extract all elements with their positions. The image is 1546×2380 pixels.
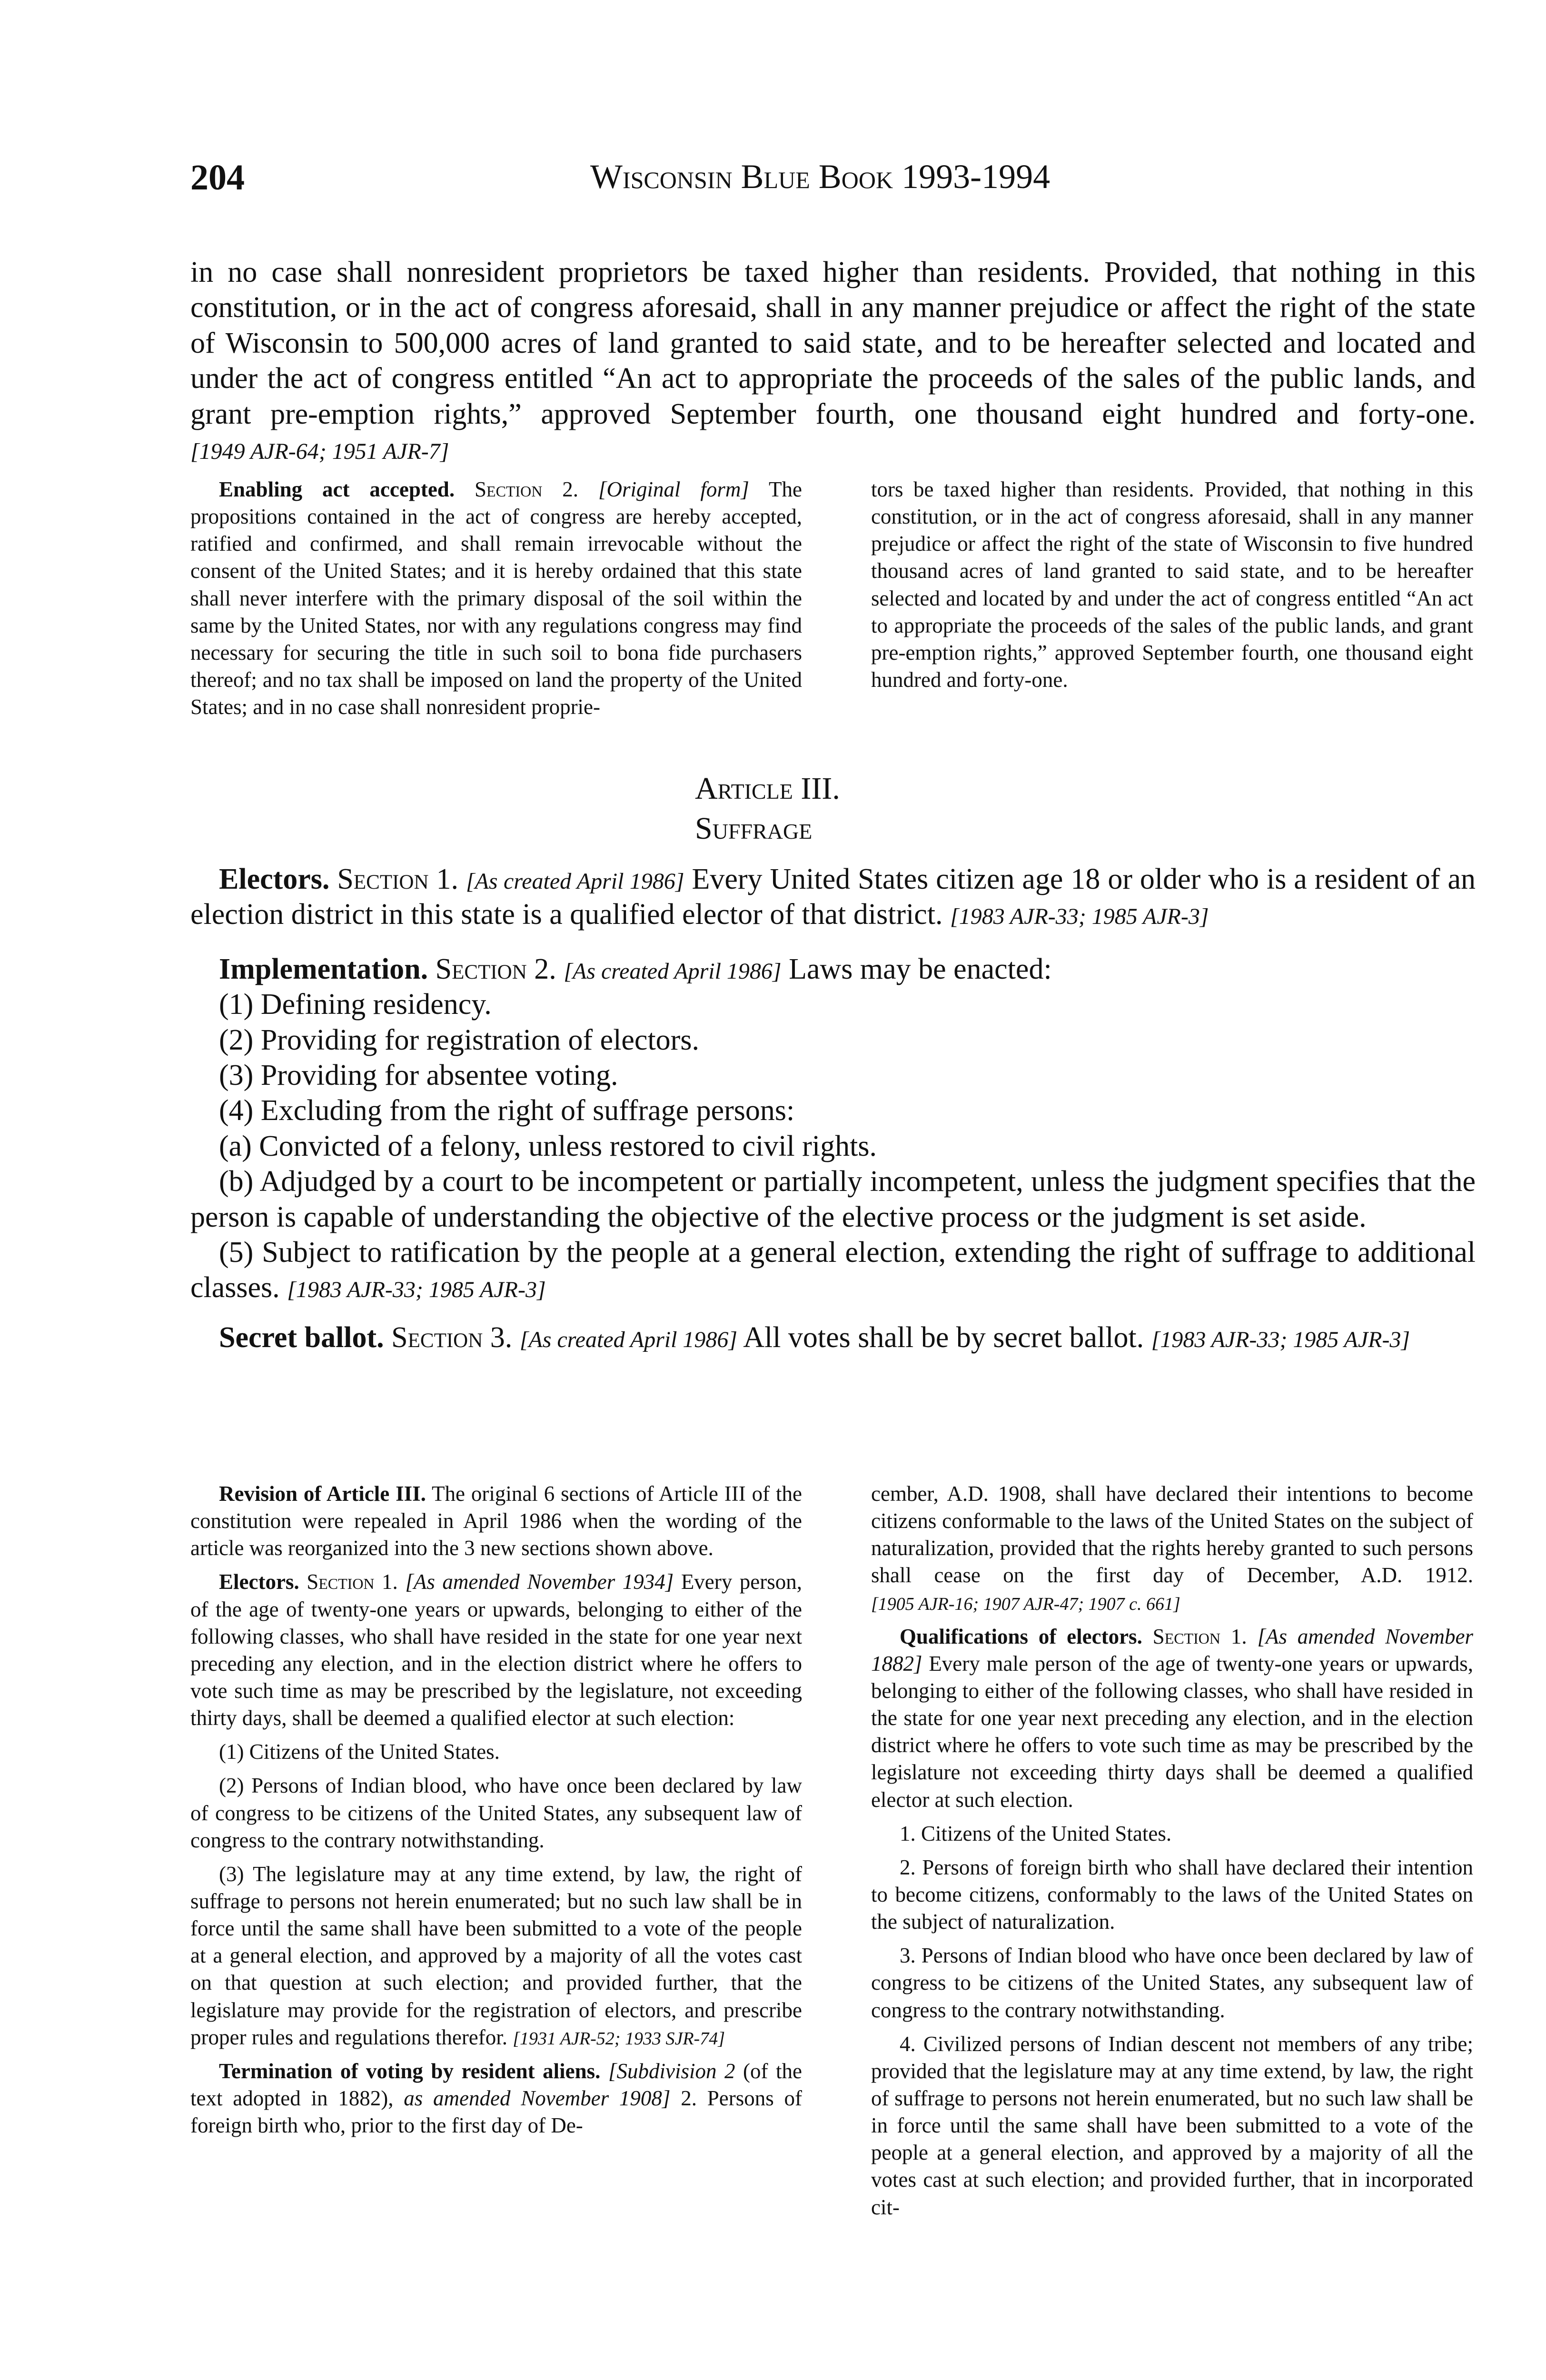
section-note: [As amended November 1882]	[871, 1624, 1474, 1676]
section-number: Section 3.	[391, 1321, 513, 1354]
revision-note	[190, 1480, 802, 1562]
citation: [1949 AJR-64; 1951 AJR-7]	[190, 438, 449, 464]
section-number: Section 1.	[307, 1570, 398, 1594]
citation: [1983 AJR-33; 1985 AJR-3]	[950, 904, 1209, 930]
body-text: tors be taxed higher than residents. Provided, that nothing in this constitution, or in the act of congress aforesaid, shall in any manner prejudice or affect the right of the state of Wisconsin to five hundred thousand acres of land granted to said state, and to be hereafter selected and located by and under the act of congress entitled “An act to appropriate the proceeds of the sales of the public lands, and grant pre-emption rights,” approved September fourth, one thousand eight hundred and forty-one.	[871, 477, 1473, 692]
termination-continued	[871, 1480, 1473, 1616]
body-text: The propositions contained in the act of congress are hereby accepted, ratified and confirmed, and shall remain irrevocable without the consent of the United States; and it is hereby ordained that this state shall never interfere with the primary disposal of the soil within the same by the United States, nor with any regulations congress may find necessary for securing the title in such soil to bona fide purchasers thereof; and no tax shall be imposed on land the property of the United States; and in no case shall nonresident proprie-	[190, 477, 803, 719]
enabling-act-right-column	[871, 476, 1473, 694]
section-note: [As created April 1986]	[466, 869, 684, 894]
section-number: Section 1.	[337, 863, 458, 895]
list-item: 1. Citizens of the United States.	[900, 1821, 1172, 1845]
continued-section-text	[190, 255, 1476, 467]
list-item: 2. Persons of foreign birth who shall have declared their intention to become citizens, conformably to the laws of the United States on the subject of naturalization.	[871, 1855, 1473, 1934]
body-text: 2. Persons of foreign birth who, prior to the first day of De-	[190, 2086, 802, 2138]
list-item-with-citation	[190, 1861, 802, 2051]
list-item: (3) The legislature may at any time extend, by law, the right of suffrage to persons not herein enumerated; but no such law shall be in force until the same shall have been submitted to a vote of the people at a general election, and approved by a majority of all the votes cast on that question at such election; and provided further, that the legislature may provide for the registration of electors, and prescribe proper rules and regulations therefor.	[190, 1862, 802, 2049]
electors-section	[190, 862, 1476, 932]
section-note: (of the text adopted in 1882),	[190, 2059, 803, 2110]
body-text: The original 6 sections of Article III of the constitution were repealed in April 1986 when the wording of the article was reorganized into the 3 new sections shown above.	[190, 1482, 802, 1560]
section-note: [As created April 1986]	[519, 1327, 738, 1352]
list-item: (a) Convicted of a felony, unless restored to civil rights.	[219, 1130, 877, 1162]
termination-section	[190, 2058, 802, 2139]
list-item: (2) Providing for registration of electors.	[219, 1023, 699, 1056]
body-text: cember, A.D. 1908, shall have declared their intentions to become citizens conformable to the laws of the United States on the subject of naturalization, provided that the rights hereby granted to such persons shall cease on the first day of December, A.D. 1912.	[871, 1482, 1473, 1587]
article-heading	[695, 769, 942, 849]
section-heading: Implementation.	[219, 952, 428, 985]
article-body	[190, 862, 1476, 1355]
section-note: [Subdivision 2	[608, 2059, 735, 2083]
secret-ballot-section	[190, 1320, 1476, 1355]
page-header	[190, 157, 1166, 200]
citation: [1905 AJR-16; 1907 AJR-47; 1907 c. 661]	[871, 1594, 1180, 1614]
body-text: All votes shall be by secret ballot.	[743, 1321, 1144, 1354]
body-text: Every person, of the age of twenty-one years or upwards, belonging to either of the following classes, who shall have resided in the state for one year next preceding any election, and in the election district where he offers to vote such time as may be prescribed by the legislature, not exceeding thirty days, shall be deemed a qualified elector at such election:	[190, 1570, 802, 1730]
implementation-list	[190, 987, 1476, 1306]
section-heading: Secret ballot.	[219, 1321, 384, 1354]
section-heading: Termination of voting by resident aliens.	[219, 2059, 601, 2083]
note-heading: Revision of Article III.	[219, 1482, 426, 1506]
body-text: Every United States citizen age 18 or older who is a resident of an election district in this state is a qualified elector of that district.	[190, 863, 1476, 931]
section-note: [As amended November 1934]	[405, 1570, 674, 1594]
history-left-column	[190, 1480, 802, 2139]
section-number: Section 2.	[475, 477, 579, 501]
enabling-act-left-column	[190, 476, 802, 721]
citation: [1983 AJR-33; 1985 AJR-3]	[1151, 1327, 1410, 1352]
running-title: Wisconsin Blue Book 1993-1994	[590, 158, 1050, 196]
section-heading: Electors.	[219, 1570, 299, 1594]
list-item: (4) Excluding from the right of suffrage persons:	[219, 1094, 795, 1127]
citation: [1983 AJR-33; 1985 AJR-3]	[287, 1277, 546, 1303]
list-item: (5) Subject to ratification by the people at a general election, extending the right of suffrage to additional classes.	[190, 1236, 1476, 1304]
section-number: Section 2.	[435, 952, 556, 985]
citation: [1931 AJR-52; 1933 SJR-74]	[513, 2028, 725, 2049]
list-item: 3. Persons of Indian blood who have once been declared by law of congress to be citizens of the United States, any subsequent law of congress to the contrary notwithstanding.	[871, 1944, 1473, 2022]
page-number: 204	[190, 158, 245, 198]
list-item: (1) Defining residency.	[219, 988, 492, 1021]
section-heading: Qualifications of electors.	[900, 1624, 1142, 1648]
qualifications-section	[871, 1623, 1473, 1814]
list-item: (2) Persons of Indian blood, who have once been declared by law of congress to be citizens of the United States, any subsequent law of congress to the contrary notwithstanding.	[190, 1774, 802, 1852]
body-text: Laws may be enacted:	[789, 952, 1052, 985]
list-item: 4. Civilized persons of Indian descent not members of any tribe; provided that the legislature may at any time extend, by law, the right of suffrage to persons not herein enumerated, but no such law shall be in force until the same shall have been submitted to a vote of the people at a general election, and approved by a majority of all the votes cast at such election; and provided further, that in incorporated cit-	[871, 2032, 1473, 2219]
list-item-with-citation	[190, 1235, 1476, 1306]
continued-text: in no case shall nonresident proprietors be taxed higher than residents. Provided, that nothing in this constitution, or in the act of congress aforesaid, shall in any manner prejudice or affect the right of the state of Wisconsin to 500,000 acres of land granted to said state, and to be hereafter selected and located and under the act of congress entitled “An act to appropriate the proceeds of the sales of the public lands, and grant pre-emption rights,” approved September fourth, one thousand eight hundred and forty-one.	[190, 256, 1476, 430]
form-note: [Original form]	[598, 477, 749, 501]
list-item: (b) Adjudged by a court to be incompetent or partially incompetent, unless the judgment specifies that the person is capable of understanding the objective of the elective process or the judgment is set aside.	[190, 1165, 1476, 1233]
history-right-column	[871, 1480, 1473, 2221]
old-electors-section	[190, 1568, 802, 1732]
list-item: (3) Providing for absentee voting.	[219, 1059, 618, 1091]
article-title: Suffrage	[695, 811, 813, 846]
article-number: Article III.	[695, 771, 840, 806]
section-number: Section 1.	[1152, 1624, 1247, 1648]
section-note: [As created April 1986]	[564, 958, 782, 984]
section-heading: Electors.	[219, 863, 330, 895]
list-item: (1) Citizens of the United States.	[219, 1740, 500, 1764]
implementation-section	[190, 952, 1476, 987]
section-heading: Enabling act accepted.	[219, 477, 455, 501]
section-note: as amended November 1908]	[404, 2086, 671, 2110]
body-text: Every male person of the age of twenty-one years or upwards, belonging to either of the following classes, who shall have resided in the state for one year next preceding any election, and in the election district where he offers to vote such time as may be prescribed by the legislature not exceeding thirty days shall be deemed a qualified elector at such election.	[871, 1651, 1474, 1812]
